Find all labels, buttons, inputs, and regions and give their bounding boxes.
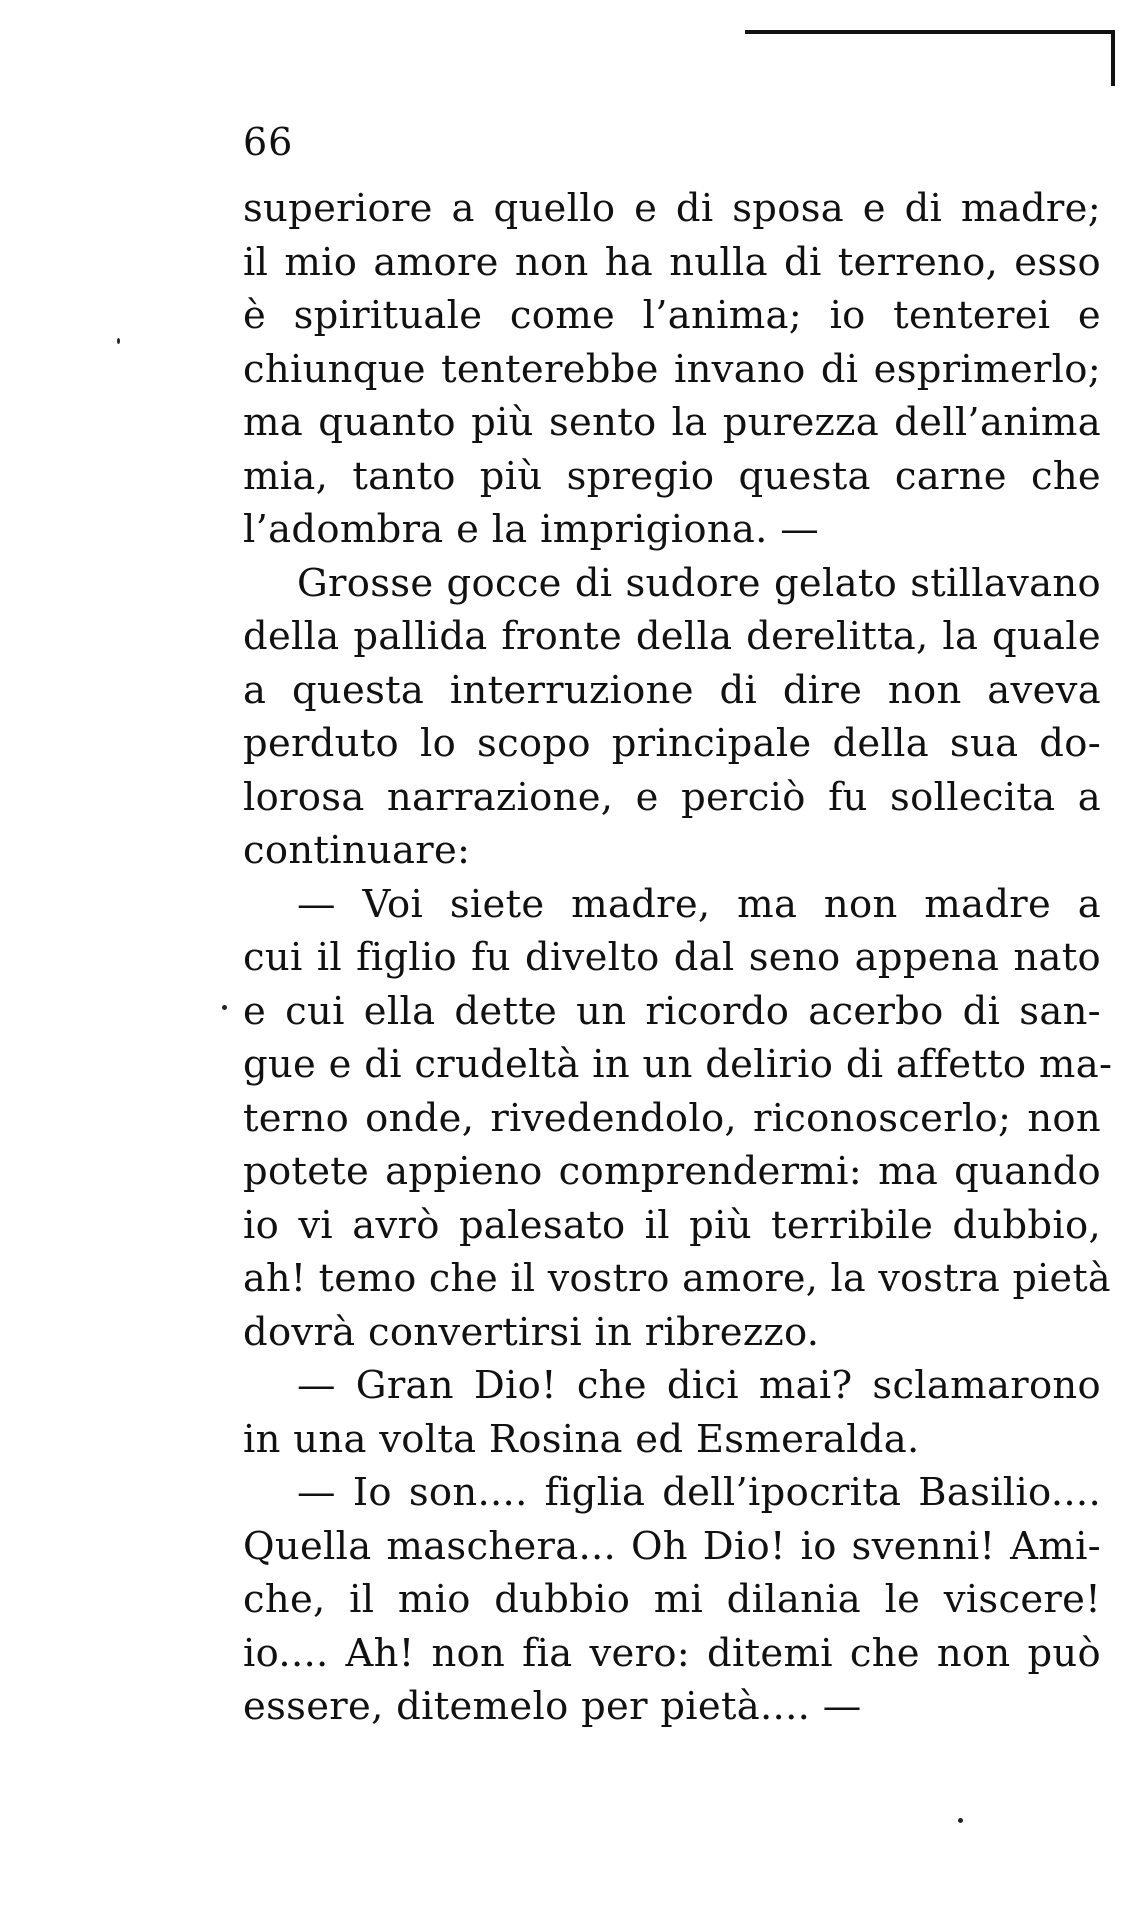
- text-line: ah! temo che il vostro amore, la vostra pietà: [243, 1256, 1111, 1300]
- margin-speck: [222, 1005, 227, 1010]
- margin-speck: [958, 1818, 963, 1823]
- top-rule: [745, 30, 1115, 34]
- top-rule-corner: [1111, 30, 1115, 86]
- text-line: della pallida fronte della derelitta, la quale: [243, 614, 1101, 659]
- text-line: mia, tanto più spregio questa carne che: [243, 453, 1101, 499]
- text-line: l’adombra e la imprigiona. —: [243, 507, 820, 552]
- text-line: io vi avrò palesato il più terribile dubbio,: [243, 1202, 1101, 1248]
- text-line: gue e di crudeltà in un delirio di affetto ma-: [243, 1042, 1113, 1087]
- text-line: Grosse gocce di sudore gelato stillavano: [297, 560, 1101, 606]
- text-line: lorosa narrazione, e perciò fu sollecita a: [243, 774, 1101, 820]
- text-line: che, il mio dubbio mi dilania le viscere!: [243, 1577, 1101, 1622]
- text-line: potete appieno comprendermi: ma quando: [243, 1149, 1101, 1194]
- text-line: — Io son.... figlia dell’ipocrita Basilio....: [297, 1470, 1101, 1515]
- page-number: 66: [243, 120, 294, 164]
- text-line: — Gran Dio! che dici mai? sclamarono: [297, 1363, 1101, 1408]
- text-line: dovrà convertirsi in ribrezzo.: [243, 1309, 820, 1355]
- text-line: perduto lo scopo principale della sua do-: [243, 721, 1101, 766]
- text-line: ma quanto più sento la purezza dell’anima: [243, 400, 1101, 445]
- body-text: [243, 182, 1113, 1734]
- text-line: superiore a quello e di sposa e di madre;: [243, 186, 1101, 231]
- text-line: il mio amore non ha nulla di terreno, esso: [243, 239, 1101, 285]
- text-line: in una volta Rosina ed Esmeralda.: [243, 1416, 920, 1462]
- text-line: io.... Ah! non fia vero: ditemi che non può: [243, 1630, 1101, 1676]
- text-line: terno onde, rivedendolo, riconoscerlo; non: [243, 1095, 1101, 1141]
- text-line: cui il figlio fu divelto dal seno appena nato: [243, 935, 1101, 980]
- text-line: — Voi siete madre, ma non madre a: [297, 881, 1101, 927]
- text-line: essere, ditemelo per pietà.... —: [243, 1684, 862, 1729]
- text-line: e cui ella dette un ricordo acerbo di san-: [243, 988, 1101, 1034]
- text-line: continuare:: [243, 828, 471, 873]
- margin-speck: [117, 338, 120, 344]
- text-line: a questa interruzione di dire non aveva: [243, 667, 1101, 713]
- text-line: è spirituale come l’anima; io tenterei e: [243, 293, 1101, 338]
- text-line: Quella maschera... Oh Dio! io svenni! Ami-: [243, 1523, 1101, 1569]
- text-line: chiunque tenterebbe invano di esprimerlo;: [243, 346, 1101, 392]
